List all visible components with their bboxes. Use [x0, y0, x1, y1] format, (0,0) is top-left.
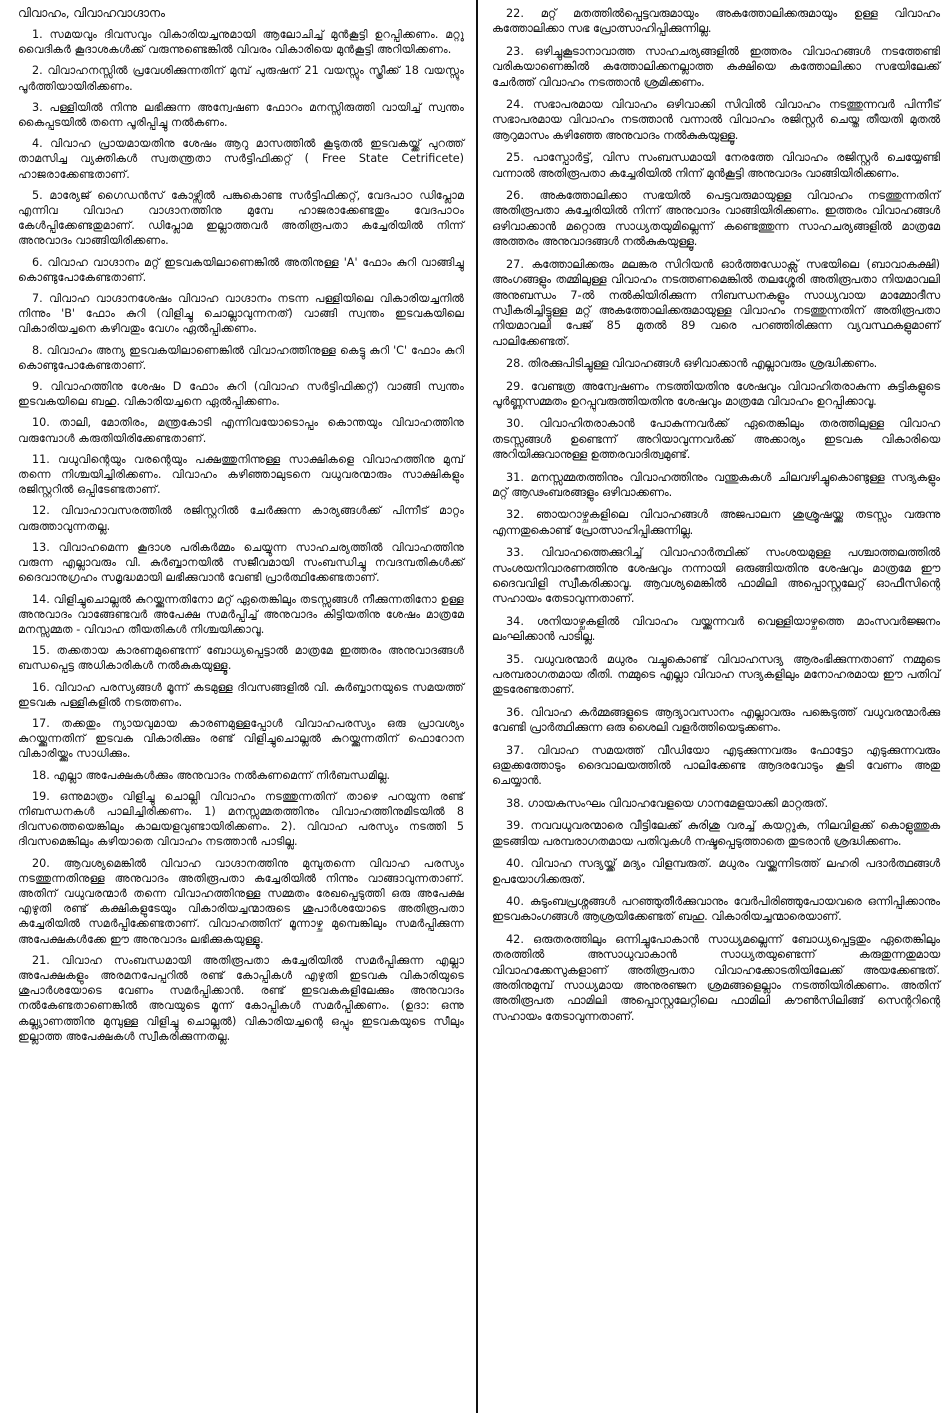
rule-item: 29. വേണ്ടത്ര അന്വേഷണം നടത്തിയതിനു ശേഷവും വിവാഹിതരാകുന്ന കുട്ടികളുടെ പൂർണ്ണസമ്മതം ഉറപ്പുവരുത്തിയതിനു ശേഷവും മാത്രമേ വിവാഹം ഉറപ്പിക്കാവൂ.	[492, 379, 940, 408]
rule-item: 32. ഞായറാഴ്ചകളിലെ വിവാഹങ്ങൾ അജപാലന ശുശ്രൂഷയ്ക്കു തടസ്സം വരുന്നു എന്നതുകൊണ്ട് പ്രോത്സാഹിപ്പിക്കുന്നില്ല.	[492, 508, 940, 537]
rule-item: 15. തക്കതായ കാരണമുണ്ടെന്ന് ബോധ്യപ്പെട്ടാൽ മാത്രമേ ഇത്തരം അനുവാദങ്ങൾ ബന്ധപ്പെട്ട അധികാരികൾ നൽകുകയുള്ളൂ.	[18, 644, 464, 673]
rule-item: 27. കത്തോലിക്കരും മലങ്കര സിറിയൻ ഓർത്തഡോക്സ് സഭയിലെ (ബാവാകക്ഷി) അംഗങ്ങളും തമ്മിലുള്ള വിവാഹം നടത്തണമെങ്കിൽ തലശ്ശേരി അതിരൂപതാ നിയമാവലി അനുബന്ധം 7-ൽ നൽകിയിരിക്കുന്ന നിബന്ധനകളും സാധ്യവായ മാമ്മോദീസ സ്വീകരിച്ചിട്ടുള്ള മറ്റ് അകത്തോലിക്കരുമായുള്ള വിവാഹം നടത്തുന്നതിന് അതിരൂപതാ നിയമാവലി പേജ് 85 മുതൽ 89 വരെ പറഞ്ഞിരിക്കുന്ന വ്യവസ്ഥകളുമാണ് പാലിക്കേണ്ടത്.	[492, 257, 940, 348]
rule-item: 11. വധുവിന്റെയും വരന്റെയും പക്ഷത്തുനിന്നുള്ള സാക്ഷികളെ വിവാഹത്തിനു മുമ്പ് തന്നെ നിശ്ചയിച്ചിരിക്കണം. വിവാഹം കഴിഞ്ഞാലുടനെ വധുവരന്മാരും സാക്ഷികളും രജിസ്റ്ററിൽ ഒപ്പിടേണ്ടതാണ്.	[18, 452, 464, 497]
rule-item: 7. വിവാഹ വാഗ്ദാനശേഷം വിവാഹ വാഗ്ദാനം നടന്ന പള്ളിയിലെ വികാരിയച്ചനിൽ നിന്നും 'B' ഫോം കുറി (വിളിച്ചു ചൊല്ലാവുന്നനത്) വാങ്ങി സ്വന്തം ഇടവകയിലെ വികാരിയച്ചനെ കഴിവതും വേഗം ഏൽപ്പിക്കണം.	[18, 292, 464, 336]
rule-item: 40. കുടുംബപ്രശ്നങ്ങൾ പറഞ്ഞുതീർക്കുവാനും വേർപിരിഞ്ഞുപോയവരെ ഒന്നിപ്പിക്കാനും ഇടവകാംഗങ്ങൾ ആശ്രയിക്കേണ്ടത് ബഹു. വികാരിയച്ചന്മാരെയാണ്.	[492, 894, 940, 924]
rule-item: 10. താലി, മോതിരം, മന്ത്രകോടി എന്നിവയോടൊപ്പം കൊന്തയും വിവാഹത്തിനു വരുമ്പോൾ കരുതിയിരിക്കേണ്ടതാണ്.	[18, 416, 464, 445]
rule-item: 24. സഭാപരമായ വിവാഹം ഒഴിവാക്കി സിവിൽ വിവാഹം നടത്തുന്നവർ പിന്നീട് സഭാപരമായ വിവാഹം നടത്താൻ വന്നാൽ വിവാഹം രജിസ്റ്റർ ചെയ്ത തീയതി മുതൽ ആറുമാസം കഴിഞ്ഞേ അനുവാദം നൽകുകയുള്ളൂ.	[492, 98, 940, 142]
rule-item: 42. ഒരുതരത്തിലും ഒന്നിച്ചുപോകാൻ സാധ്യമല്ലെന്ന് ബോധ്യപ്പെട്ടതും ഏതെങ്കിലും തരത്തിൽ അസാധുവാകാൻ സാധ്യതയുണ്ടെന്ന് കരുതുന്നതുമായ വിവാഹക്കേസുകളാണ് അതിരൂപതാ വിവാഹക്കോടതിയിലേക്ക് അയക്കേണ്ടത്. അതിനുമുമ്പ് സാധ്യമായ അനുരഞ്ജന ശ്രമങ്ങളെല്ലാം നടത്തിയിരിക്കണം. അതിന് അതിരൂപത ഫാമിലി അപ്പൊസ്റ്റലേറ്റിലെ ഫാമിലി കൗൺസിലിങ്ങ് സെന്ററിന്റെ സഹായം തേടാവുന്നതാണ്.	[492, 932, 940, 1023]
right-column	[478, 0, 950, 1413]
left-item-list	[18, 27, 464, 1044]
rule-item: 17. തക്കതും ന്യായവുമായ കാരണമുള്ളപ്പോൾ വിവാഹപരസ്യം ഒരു പ്രാവശ്യം കുറയ്ക്കുന്നതിന് ഇടവക വികാരിക്കും രണ്ട് വിളിച്ചുചൊല്ലൽ കുറയ്ക്കുന്നതിന് ഫൊറോന വികാരിയ്ക്കും സാധിക്കും.	[18, 716, 464, 761]
rule-item: 9. വിവാഹത്തിനു ശേഷം D ഫോം കുറി (വിവാഹ സർട്ടിഫിക്കറ്റ്) വാങ്ങി സ്വന്തം ഇടവകയിലെ ബഹു. വികാരിയച്ചനെ ഏൽപ്പിക്കണം.	[18, 380, 464, 409]
rule-item: 31. മനസ്സമ്മതത്തിനും വിവാഹത്തിനും വന്തുകകൾ ചിലവഴിച്ചുകൊണ്ടുള്ള സദ്യകളും മറ്റ് ആഢംബരങ്ങളും ഒഴിവാക്കണം.	[492, 470, 940, 499]
rule-item: 28. തിരക്കുപിടിച്ചുള്ള വിവാഹങ്ങൾ ഒഴിവാക്കാൻ എല്ലാവരും ശ്രദ്ധിക്കണം.	[506, 357, 878, 371]
rule-item: 8. വിവാഹം അന്യ ഇടവകയിലാണെങ്കിൽ വിവാഹത്തിനുള്ള കെട്ടു കുറി 'C' ഫോം കുറി കൊണ്ടുപോകേണ്ടതാണ്.	[18, 343, 464, 372]
rule-item: 37. വിവാഹ സമയത്ത് വീഡിയോ എടുക്കുന്നവരും ഫോട്ടോ എടുക്കുന്നവരും ഒതുക്കത്തോടും ദൈവാലയത്തിൽ പാലിക്കേണ്ട ആദരവോടും കൂടി വേണം അതു ചെയ്യാൻ.	[492, 743, 940, 788]
rule-item: 14. വിളിച്ചുചൊല്ലൽ കുറയ്ക്കുന്നതിനോ മറ്റ് ഏതെങ്കിലും തടസ്സങ്ങൾ നീക്കുന്നതിനോ ഉള്ള അനുവാദം വാങ്ങേണ്ടവർ അപേക്ഷ സമർപ്പിച്ച് അനുവാദം കിട്ടിയതിനു ശേഷം മാത്രമേ മനസ്സമ്മത - വിവാഹ തീയതികൾ നിശ്ചയിക്കാവൂ.	[18, 592, 464, 636]
rule-item: 19. ഒന്നുമാത്രം വിളിച്ചു ചൊല്ലി വിവാഹം നടത്തുന്നതിന് താഴെ പറയുന്ന രണ്ട് നിബന്ധനകൾ പാലിച്ചിരിക്കണം. 1) മനസ്സമ്മതത്തിനും വിവാഹത്തിനുമിടയിൽ 8 ദിവസത്തെയെങ്കിലും കാലയളവുണ്ടായിരിക്കണം. 2). വിവാഹ പരസ്യം നടത്തി 5 ദിവസമെങ്കിലും കഴിയാതെ വിവാഹം നടത്താൻ പാടില്ല.	[18, 789, 464, 849]
rule-item: 21. വിവാഹ സംബന്ധമായി അതിരൂപതാ കച്ചേരിയിൽ സമർപ്പിക്കുന്ന എല്ലാ അപേക്ഷകളും അരമനപേപ്പറിൽ രണ്ട് കോപ്പികൾ എഴുതി ഇടവക വികാരിയുടെ ശുപാർശയോടെ വേണം സമർപ്പിക്കാൻ. രണ്ട് ഇടവകകളിലേക്കും അനുവാദം നൽകേണ്ടതാണെങ്കിൽ അവയുടെ മൂന്ന് കോപ്പികൾ സമർപ്പിക്കണം. (ഉദാ: ഒന്നു കല്ല്യാണത്തിനു മുമ്പുള്ള വിളിച്ചു ചൊല്ലൽ) വികാരിയച്ചന്റെ ഒപ്പും ഇടവകയുടെ സീലും ഇല്ലാത്ത അപേക്ഷകൾ സ്വീകരിക്കുന്നതല്ല.	[18, 953, 464, 1043]
rule-item: 16. വിവാഹ പരസ്യങ്ങൾ മൂന്ന് കടമുള്ള ദിവസങ്ങളിൽ വി. കുർബ്ബാനയുടെ സമയത്ത് ഇടവക പള്ളികളിൽ നടത്തണം.	[18, 680, 464, 709]
rule-item: 33. വിവാഹത്തെക്കുറിച്ച് വിവാഹാർത്ഥിക്ക് സംശയമുള്ള പശ്ചാത്തലത്തിൽ സംശയനിവാരണത്തിനു ശേഷവും നന്നായി ഒരുങ്ങിയതിനു ശേഷവും മാത്രമേ ഈ ദൈവവിളി സ്വീകരിക്കാവൂ. ആവശ്യമെങ്കിൽ ഫാമിലി അപ്പൊസ്റ്റലേറ്റ് ഓഫീസിന്റെ സഹായം തേടാവുന്നതാണ്.	[492, 546, 940, 606]
rule-item: 22. മറ്റ് മതത്തിൽപ്പെട്ടവരുമായും അകത്തോലിക്കരുമായും ഉള്ള വിവാഹം കത്തോലിക്കാ സഭ പ്രോത്സാഹിപ്പിക്കുന്നില്ല.	[492, 7, 940, 36]
rule-item: 25. പാസ്പോർട്ട്, വിസ സംബന്ധമായി നേരത്തേ വിവാഹം രജിസ്റ്റർ ചെയ്യേണ്ടി വന്നാൽ അതിരൂപതാ കച്ചേരിയിൽ നിന്ന് മുൻകൂട്ടി അനുവാദം വാങ്ങിയിരിക്കണം.	[492, 151, 940, 180]
right-item-list	[492, 6, 940, 1024]
rule-item: 3. പള്ളിയിൽ നിന്നു ലഭിക്കുന്ന അന്വേഷണ ഫോറം മനസ്സിരുത്തി വായിച്ച് സ്വന്തം കൈപ്പടയിൽ തന്നെ പൂരിപ്പിച്ചു നൽകണം.	[18, 100, 464, 130]
rule-item: 12. വിവാഹാവസരത്തിൽ രജിസ്റ്ററിൽ ചേർക്കുന്ന കാര്യങ്ങൾക്ക് പിന്നീട് മാറ്റം വരുത്താവുന്നതല്ല.	[18, 504, 464, 533]
rule-item: 39. നവവധുവരന്മാരെ വീട്ടിലേക്ക് കുരിശു വരച്ച് കയറ്റുക, നിലവിളക്ക് കൊളുത്തുക തുടങ്ങിയ പരമ്പരാഗതമായ പതിവുകൾ നഷ്ടപ്പെടുത്താതെ തുടരാൻ ശ്രദ്ധിക്കണം.	[492, 819, 940, 848]
rule-item: 40. വിവാഹ സദ്യയ്ക്ക് മദ്യം വിളമ്പരുത്. മധുരം വയ്ക്കുന്നിടത്ത് ലഹരി പദാർത്ഥങ്ങൾ ഉപയോഗിക്കരുത്.	[492, 857, 940, 886]
rule-item: 13. വിവാഹമെന്ന കൂദാശ പരികർമ്മം ചെയ്യുന്ന സാഹചര്യത്തിൽ വിവാഹത്തിനു വരുന്ന എല്ലാവരും വി. കുർബ്ബാനയിൽ സജീവമായി സംബന്ധിച്ചു നവദമ്പതികൾക്ക് ദൈവാനുഗ്രഹം സമൃദ്ധമായി ലഭിക്കുവാൻ വേണ്ടി പ്രാർത്ഥിക്കേണ്ടതാണ്.	[18, 540, 464, 585]
rule-item: 1. സമയവും ദിവസവും വികാരിയച്ചനുമായി ആലോചിച്ച് മുൻകൂട്ടി ഉറപ്പിക്കണം. മറ്റു വൈദികർ കൂദാശകൾക്ക് വരുന്നുണ്ടെങ്കിൽ വിവരം വികാരിയെ മുൻകൂട്ടി അറിയിക്കണം.	[18, 28, 464, 57]
rule-item: 34. ശനിയാഴ്ചകളിൽ വിവാഹം വയ്ക്കുന്നവർ വെള്ളിയാഴ്ചത്തെ മാംസവർജ്ജനം ലംഘിക്കാൻ പാടില്ല.	[492, 614, 940, 644]
rule-item: 30. വിവാഹിതരാകാൻ പോകുന്നവർക്ക് ഏതെങ്കിലും തരത്തിലുള്ള വിവാഹ തടസ്സങ്ങൾ ഉണ്ടെന്ന് അറിയാവുന്നവർക്ക് അക്കാര്യം ഇടവക വികാരിയെ അറിയിക്കുവാനുള്ള ഉത്തരവാദിത്വമുണ്ട്.	[492, 417, 940, 462]
rule-item: 23. ഒഴിച്ചുകൂടാനാവാത്ത സാഹചര്യങ്ങളിൽ ഇത്തരം വിവാഹങ്ങൾ നടത്തേണ്ടി വരികയാണെങ്കിൽ കത്തോലിക്കനല്ലാത്ത കക്ഷിയെ കത്തോലിക്കാ സഭയിലേക്ക് ചേർത്ത് വിവാഹം നടത്താൻ ശ്രമിക്കണം.	[492, 44, 940, 89]
rule-item: 2. വിവാഹനസ്സിൽ പ്രവേശിക്കുന്നതിന് മുമ്പ് പുരുഷന് 21 വയസ്സും സ്ത്രീക്ക് 18 വയസ്സും പൂർത്തിയായിരിക്കണം.	[18, 64, 464, 93]
rule-item: 18. എല്ലാ അപേക്ഷകൾക്കും അനുവാദം നൽകണമെന്ന് നിർബന്ധമില്ല.	[32, 768, 391, 782]
rule-item: 5. മാര്യേജ് ഗൈഡൻസ് കോഴ്സിൽ പങ്കുകൊണ്ട സർട്ടിഫിക്കറ്റ്, വേദപാഠ ഡിപ്ലോമ എന്നിവ വിവാഹ വാഗ്ദാനത്തിനു മുമ്പേ ഹാജരാക്കേണ്ടതും വേദപാഠം കേൾപ്പിക്കേണ്ടതുമാണ്. ഡിപ്ലോമ ഇല്ലാത്തവർ അതിരൂപതാ കച്ചേരിയിൽ നിന്ന് അനുവാദം വാങ്ങിയിരിക്കണം.	[18, 188, 464, 248]
document-heading: വിവാഹം, വിവാഹവാഗ്ദാനം	[18, 6, 165, 20]
rule-item: 35. വധുവരന്മാർ മധുരം വച്ചുകൊണ്ട് വിവാഹസദ്യ ആരംഭിക്കുന്നതാണ് നമ്മുടെ പരമ്പരാഗതമായ രീതി. നമ്മുടെ എല്ലാ വിവാഹ സദ്യകളിലും മനോഹരമായ ഈ പതിവ് തുടരേണ്ടതാണ്.	[492, 652, 940, 697]
rule-item: 38. ഗായകസംഘം വിവാഹവേളയെ ഗാനമേളയാക്കി മാറ്റരുത്.	[506, 796, 829, 810]
rule-item: 26. അകത്തോലിക്കാ സഭയിൽ പെട്ടവരുമായുള്ള വിവാഹം നടത്തുന്നതിന് അതിരൂപതാ കച്ചേരിയിൽ നിന്ന് അനുവാദം വാങ്ങിയിരിക്കണം. ഇത്തരം വിവാഹങ്ങൾ ഒഴിവാക്കാൻ മറ്റൊരു സാധ്യതയുമില്ലെന്ന് കണ്ടെത്തുന്ന സാഹചര്യങ്ങളിൽ മാത്രമേ അത്തരം അനുവാദങ്ങൾ നൽകുകയുള്ളൂ.	[492, 189, 940, 249]
rule-item: 36. വിവാഹ കർമ്മങ്ങളുടെ ആദ്യാവസാനം എല്ലാവരും പങ്കെടുത്ത് വധുവരന്മാർക്കു വേണ്ടി പ്രാർത്ഥിക്കുന്ന ഒരു ശൈലി വളർത്തിയെടുക്കണം.	[492, 705, 940, 735]
rule-item: 6. വിവാഹ വാഗ്ദാനം മറ്റ് ഇടവകയിലാണെങ്കിൽ അതിനുള്ള 'A' ഫോം കുറി വാങ്ങിച്ചു കൊണ്ടുപോകേണ്ടതാണ്.	[18, 255, 464, 284]
rule-item: 4. വിവാഹ പ്രായമായതിനു ശേഷം ആറു മാസത്തിൽ കൂടുതൽ ഇടവകയ്ക്ക് പുറത്ത് താമസിച്ച വ്യക്തികൾ സ്വതന്ത്രതാ സർട്ടിഫിക്കറ്റ് ( Free State Cetrificete) ഹാജരാക്കേണ്ടതാണ്.	[18, 137, 464, 181]
rule-item: 20. ആവശ്യമെങ്കിൽ വിവാഹ വാഗ്ദാനത്തിനു മുമ്പുതന്നെ വിവാഹ പരസ്യം നടത്തുന്നതിനുള്ള അനുവാദം അതിരൂപതാ കച്ചേരിയിൽ നിന്നും വാങ്ങാവുന്നതാണ്. അതിന് വധുവരന്മാർ തന്നെ വിവാഹത്തിനുള്ള സമ്മതം രേഖപ്പെടുത്തി ഒരു അപേക്ഷ എഴുതി രണ്ട് കക്ഷികളുടേയും വികാരിയച്ചന്മാരുടെ ശുപാർശയോടെ അതിരൂപതാ കച്ചേരിയിൽ സമർപ്പിക്കേണ്ടതാണ്. വിവാഹത്തിന് മൂന്നാഴ്ച മുമ്പെങ്കിലും സമർപ്പിക്കുന്ന അപേക്ഷകൾക്കേ ഈ അനുവാദം ലഭിക്കുകയുള്ളൂ.	[18, 856, 464, 946]
